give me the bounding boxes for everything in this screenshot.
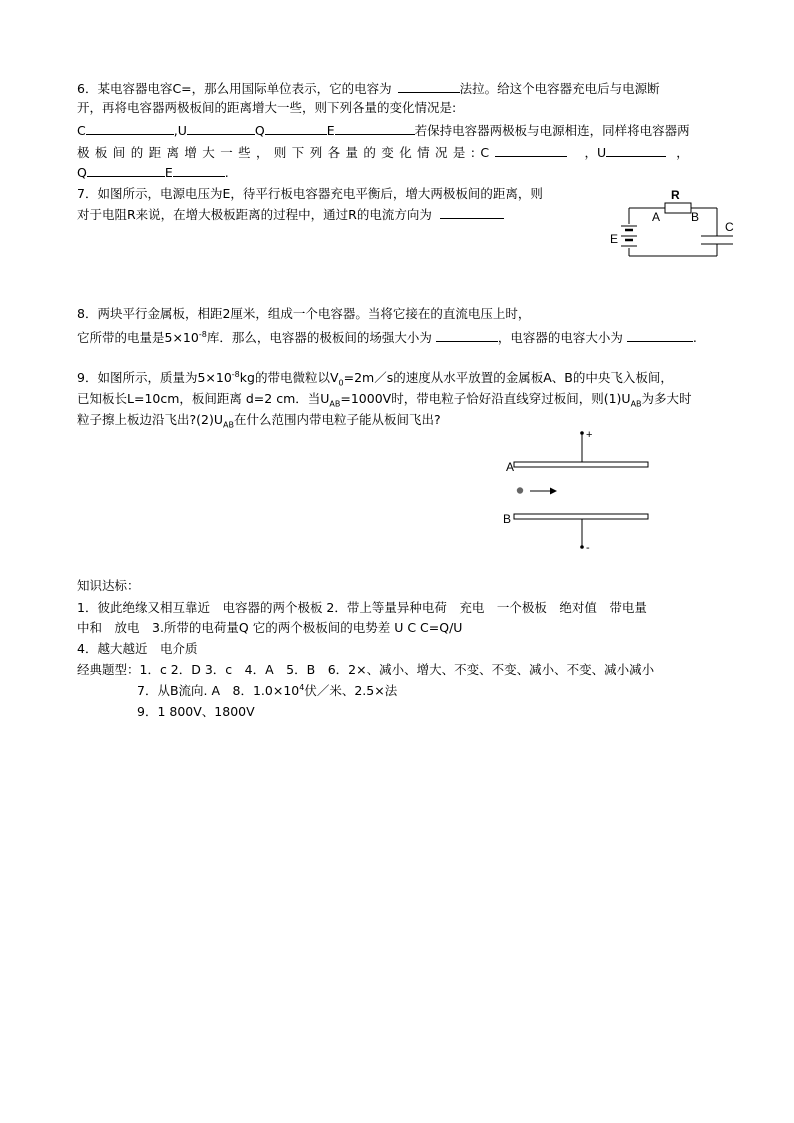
q9-text-1b: kg的带电微粒以V	[239, 370, 339, 385]
q6-text-1a: 6．某电容器电容C=，那么用国际单位表示，它的电容为	[77, 81, 392, 96]
answer-blank	[173, 164, 225, 177]
minus-sign: -	[586, 542, 590, 554]
answer-line-2	[77, 620, 462, 636]
circuit-diagram	[605, 186, 755, 262]
q9-line-3	[77, 412, 441, 428]
answer-blank	[440, 206, 504, 219]
q9-text-2b: =1000V时，带电粒子恰好沿直线穿过板间，则(1)U	[340, 391, 631, 406]
parallel-plates-diagram	[500, 426, 660, 554]
q6-text-4: 极板间的距离增大一些，则下列各量的变化情况是:C	[77, 145, 495, 160]
answers-heading	[77, 578, 140, 594]
q6-line-4	[77, 144, 717, 161]
q6-e2-label: E	[164, 165, 173, 180]
terminal-dot-top	[580, 431, 584, 435]
q7-line-2	[77, 206, 504, 223]
q6-line-1	[77, 80, 660, 97]
q7-line-1	[77, 186, 543, 202]
q8-line-1	[77, 306, 530, 322]
q6-comma: ，	[676, 145, 689, 160]
q6-e-label: E	[326, 123, 335, 138]
q6-text-1b: 法拉。给这个电容器充电后与电源断	[459, 81, 660, 96]
answer-text-3: 4．越大越近 电介质	[77, 641, 198, 656]
q9-line-2	[77, 391, 692, 407]
answer-blank	[265, 122, 327, 135]
q9-subscript-uab-2: AB	[630, 399, 642, 409]
answer-blank	[187, 122, 255, 135]
q9-text-2c: 为多大时	[641, 391, 692, 406]
q6-u-label: ,U	[173, 123, 187, 138]
q7-text-1: 7．如图所示，电源电压为E，待平行板电容器充电平衡后，增大两极板间的距离，则	[77, 186, 543, 201]
answer-text-5b: 伏／米、2.5×法	[304, 683, 398, 698]
answer-line-1	[77, 600, 647, 616]
q9-exponent: -8	[231, 369, 240, 379]
label-plate-B: B	[503, 512, 512, 526]
q9-subscript-uab-3: AB	[223, 420, 234, 430]
q9-text-1a: 9．如图所示，质量为5×10	[77, 370, 232, 385]
q8-line-2	[77, 329, 697, 346]
q8-text-2a: 它所带的电量是5×10	[77, 330, 199, 345]
q6-c-label: C	[77, 123, 86, 138]
q6-line-2	[77, 100, 456, 116]
answer-blank	[436, 329, 498, 342]
answer-blank	[86, 122, 174, 135]
q6-q-label: Q	[254, 123, 265, 138]
answer-line-4	[77, 662, 654, 678]
q9-text-2a: 已知板长L=10cm，板间距离 d=2 cm．当U	[77, 391, 330, 406]
label-plate-A: A	[506, 460, 515, 474]
answer-blank	[495, 144, 567, 157]
plate-A	[514, 462, 648, 467]
q6-text-3-tail: 若保持电容器两极板与电源相连，同样将电容器两	[414, 123, 690, 138]
plate-B	[514, 514, 648, 519]
arrow-head-icon	[550, 488, 557, 495]
answer-blank	[606, 144, 666, 157]
label-B: B	[691, 210, 700, 224]
q9-text-3b: 在什么范围内带电粒子能从板间飞出?	[233, 412, 441, 427]
battery-symbol	[621, 226, 637, 246]
q8-text-2c: ，电容器的电容大小为	[497, 330, 623, 345]
q9-subscript-v0: 0	[338, 378, 344, 388]
label-A: A	[652, 210, 661, 224]
q9-line-1	[77, 370, 673, 386]
charged-particle	[517, 487, 523, 493]
answer-line-3	[77, 641, 197, 657]
q6-q2-label: Q	[77, 165, 87, 180]
q8-text-2b: 库．那么，电容器的极板间的场强大小为	[206, 330, 432, 345]
answer-text-6: 9．1 800V、1800V	[137, 704, 255, 719]
q6-line-3	[77, 122, 690, 139]
q6-text-2: 开，再将电容器两极板间的距离增大一些，则下列各量的变化情况是:	[77, 100, 457, 115]
answer-blank	[398, 80, 460, 93]
label-R: R	[671, 188, 680, 202]
answer-line-6	[137, 704, 255, 720]
q6-u2-label: ，U	[584, 145, 607, 160]
answers-head-text: 知识达标：	[77, 578, 140, 593]
q6-period: .	[224, 165, 229, 180]
q8-period: .	[692, 330, 697, 345]
q9-text-1c: =2m／s的速度从水平放置的金属板A、B的中央飞入板间，	[343, 370, 673, 385]
answer-blank	[627, 329, 693, 342]
label-E: E	[610, 232, 619, 246]
answer-text-5a: 7．从B流向. A 8．1.0×10	[137, 683, 300, 698]
q7-text-2: 对于电阻R来说，在增大极板距离的过程中，通过R的电流方向为	[77, 207, 432, 222]
answer-blank	[87, 164, 165, 177]
q8-text-1: 8．两块平行金属板，相距2厘米，组成一个电容器。当将它接在的直流电压上时，	[77, 306, 531, 321]
q6-line-5	[77, 164, 229, 181]
answer-text-1: 1．彼此绝缘又相互靠近 电容器的两个极板 2．带上等量异种电荷 充电 一个极板 绝对值 带电量	[77, 600, 647, 615]
q9-subscript-uab: AB	[329, 399, 341, 409]
label-C: C	[725, 220, 734, 234]
plus-sign: +	[586, 429, 593, 441]
q9-text-3a: 粒子擦上板边沿飞出?(2)U	[77, 412, 223, 427]
answer-exponent: 4	[299, 682, 305, 692]
resistor-symbol	[665, 203, 691, 213]
q8-exponent: -8	[198, 329, 207, 339]
answer-blank	[335, 122, 415, 135]
terminal-dot-bottom	[580, 545, 584, 549]
answer-line-5	[137, 683, 397, 699]
answer-text-2: 中和 放电 3.所带的电荷量Q 它的两个极板间的电势差 U C C=Q/U	[77, 620, 463, 635]
answer-text-4: 经典题型：1．c 2．D 3．c 4．A 5．B 6．2×、减小、增大、不变、不变、减小、不变、减小减小	[77, 662, 655, 677]
